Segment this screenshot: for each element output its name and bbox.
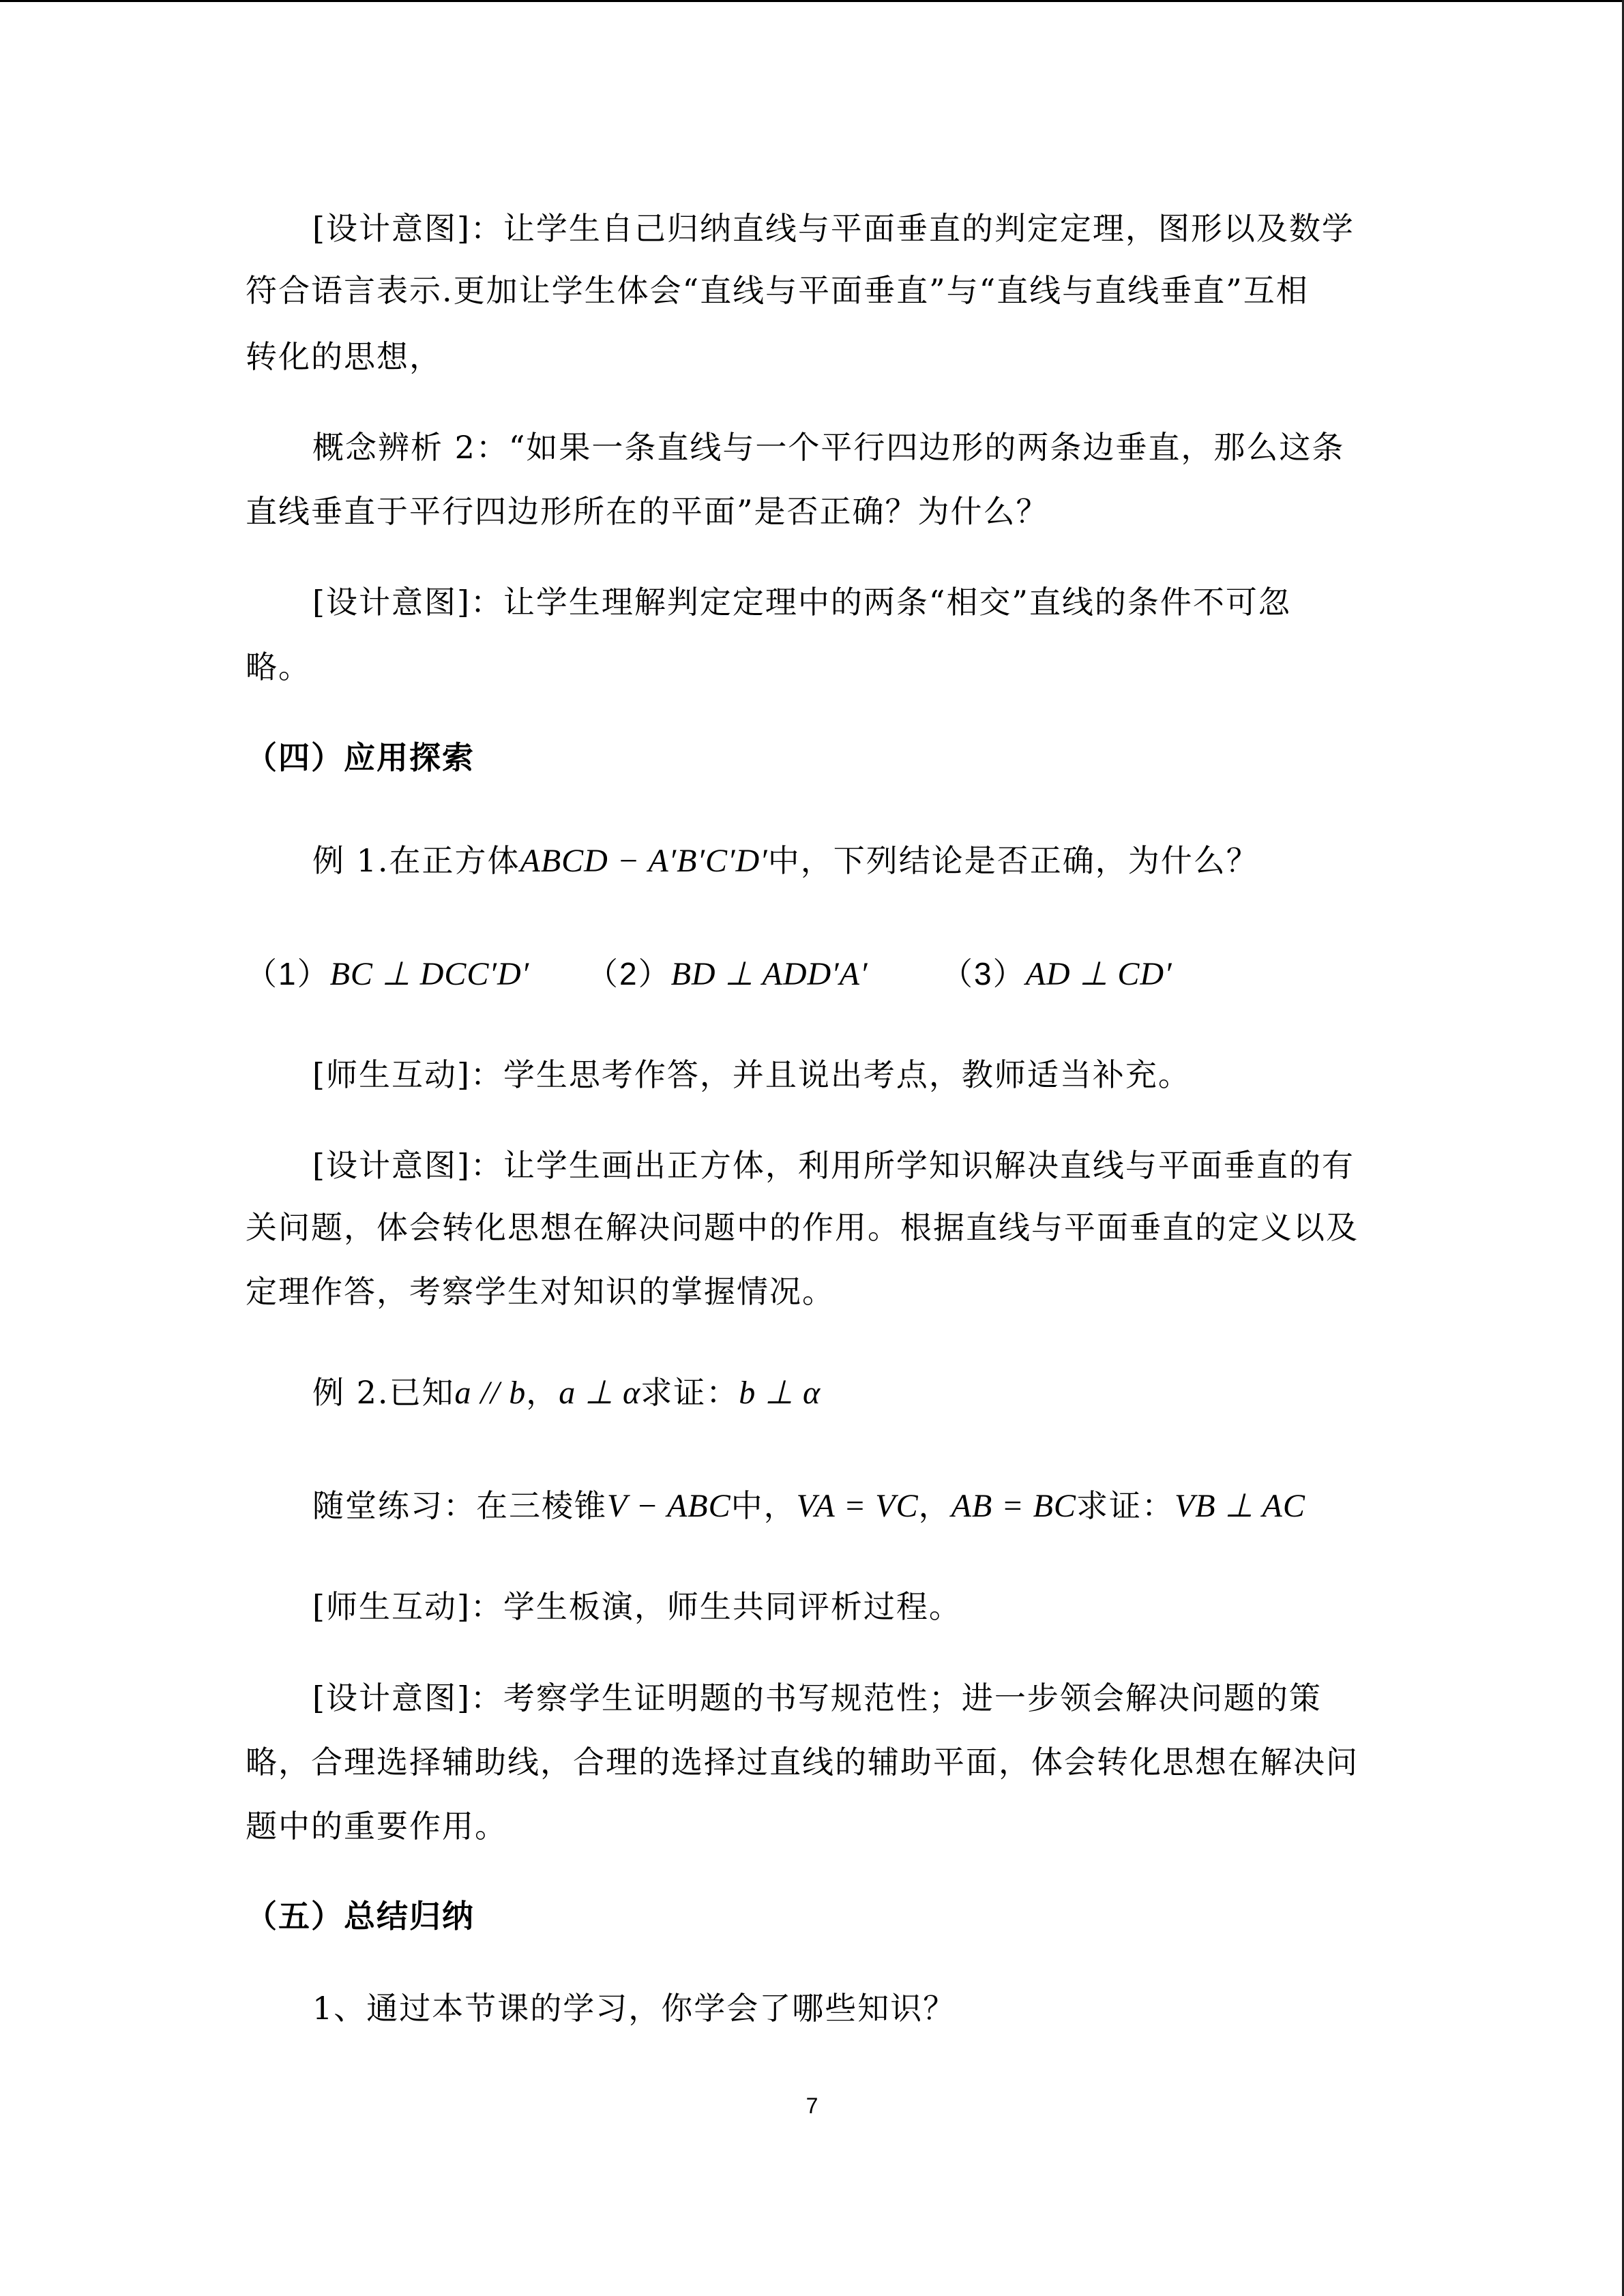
example-2-mid: 求证： [640,1374,739,1411]
example-2-line [312,1372,821,1414]
practice-formula-4: VB ⊥ AC [1174,1488,1305,1524]
option-2 [587,953,868,995]
paragraph-line: 转化的思想， [246,338,442,375]
example-1-formula: ABCD − A′B′C′D′ [520,843,768,879]
option-1-formula: BC ⊥ DCC′D′ [329,956,530,992]
practice-formula-3: AB = BC [951,1488,1076,1524]
paragraph-line: 关问题，体会转化思想在解决问题中的作用。根据直线与平面垂直的定义以及 [246,1209,1359,1246]
paragraph-line: [师生互动]：学生思考作答，并且说出考点，教师适当补充。 [312,1056,1191,1093]
example-1-suffix: 中，下列结论是否正确，为什么？ [767,842,1259,879]
paragraph-line: [师生互动]：学生板演，师生共同评析过程。 [312,1588,962,1625]
practice-formula-2: VA = VC [796,1488,919,1524]
paragraph-line: 定理作答，考察学生对知识的掌握情况。 [246,1273,835,1310]
practice-sep: ， [918,1487,951,1524]
practice-line [312,1485,1305,1527]
example-2-formula-1: a // b [454,1375,527,1411]
option-1 [246,953,529,995]
practice-formula-1: V − ABC [607,1488,731,1524]
paragraph-line: 1、通过本节课的学习，你学会了哪些知识？ [312,1990,956,2027]
section-heading-4: （四）应用探索 [246,739,475,776]
paragraph-line: [设计意图]：考察学生证明题的书写规范性；进一步领会解决问题的策 [312,1680,1322,1716]
example-1-prefix: 例 1.在正方体 [312,842,520,879]
example-2-sep: ， [526,1374,559,1411]
paragraph-line: [设计意图]：让学生理解判定定理中的两条“相交”直线的条件不可忽 [312,584,1291,621]
section-heading-5: （五）总结归纳 [246,1898,475,1935]
paragraph-line: 符合语言表示.更加让学生体会“直线与平面垂直”与“直线与直线垂直”互相 [246,272,1309,309]
paragraph-line: 题中的重要作用。 [246,1808,507,1845]
paragraph-line: 直线垂直于平行四边形所在的平面”是否正确？为什么？ [246,493,1049,530]
practice-prefix: 随堂练习：在三棱锥 [312,1487,607,1524]
example-1-line [312,840,1259,882]
example-2-formula-3: b ⊥ α [739,1375,821,1411]
option-2-label: （2） [587,956,671,992]
option-3-formula: AD ⊥ CD′ [1025,956,1172,992]
option-2-formula: BD ⊥ ADD′A′ [670,956,868,992]
option-1-label: （1） [246,956,330,992]
example-2-prefix: 例 2.已知 [312,1374,455,1411]
practice-mid-2: 求证： [1076,1487,1175,1524]
paragraph-line: 概念辨析 2：“如果一条直线与一个平行四边形的两条边垂直，那么这条 [312,429,1345,466]
paragraph-line: 略，合理选择辅助线，合理的选择过直线的辅助平面，体会转化思想在解决问 [246,1744,1359,1780]
example-2-formula-2: a ⊥ α [559,1375,641,1411]
paragraph-line: 略。 [246,648,311,685]
paragraph-line: [设计意图]：让学生自己归纳直线与平面垂直的判定定理，图形以及数学 [312,210,1355,247]
option-3 [941,953,1172,995]
practice-mid-1: 中， [730,1487,797,1524]
paragraph-line: [设计意图]：让学生画出正方体，利用所学知识解决直线与平面垂直的有 [312,1147,1355,1184]
page-number: 7 [806,2093,818,2118]
option-3-label: （3） [941,956,1026,992]
